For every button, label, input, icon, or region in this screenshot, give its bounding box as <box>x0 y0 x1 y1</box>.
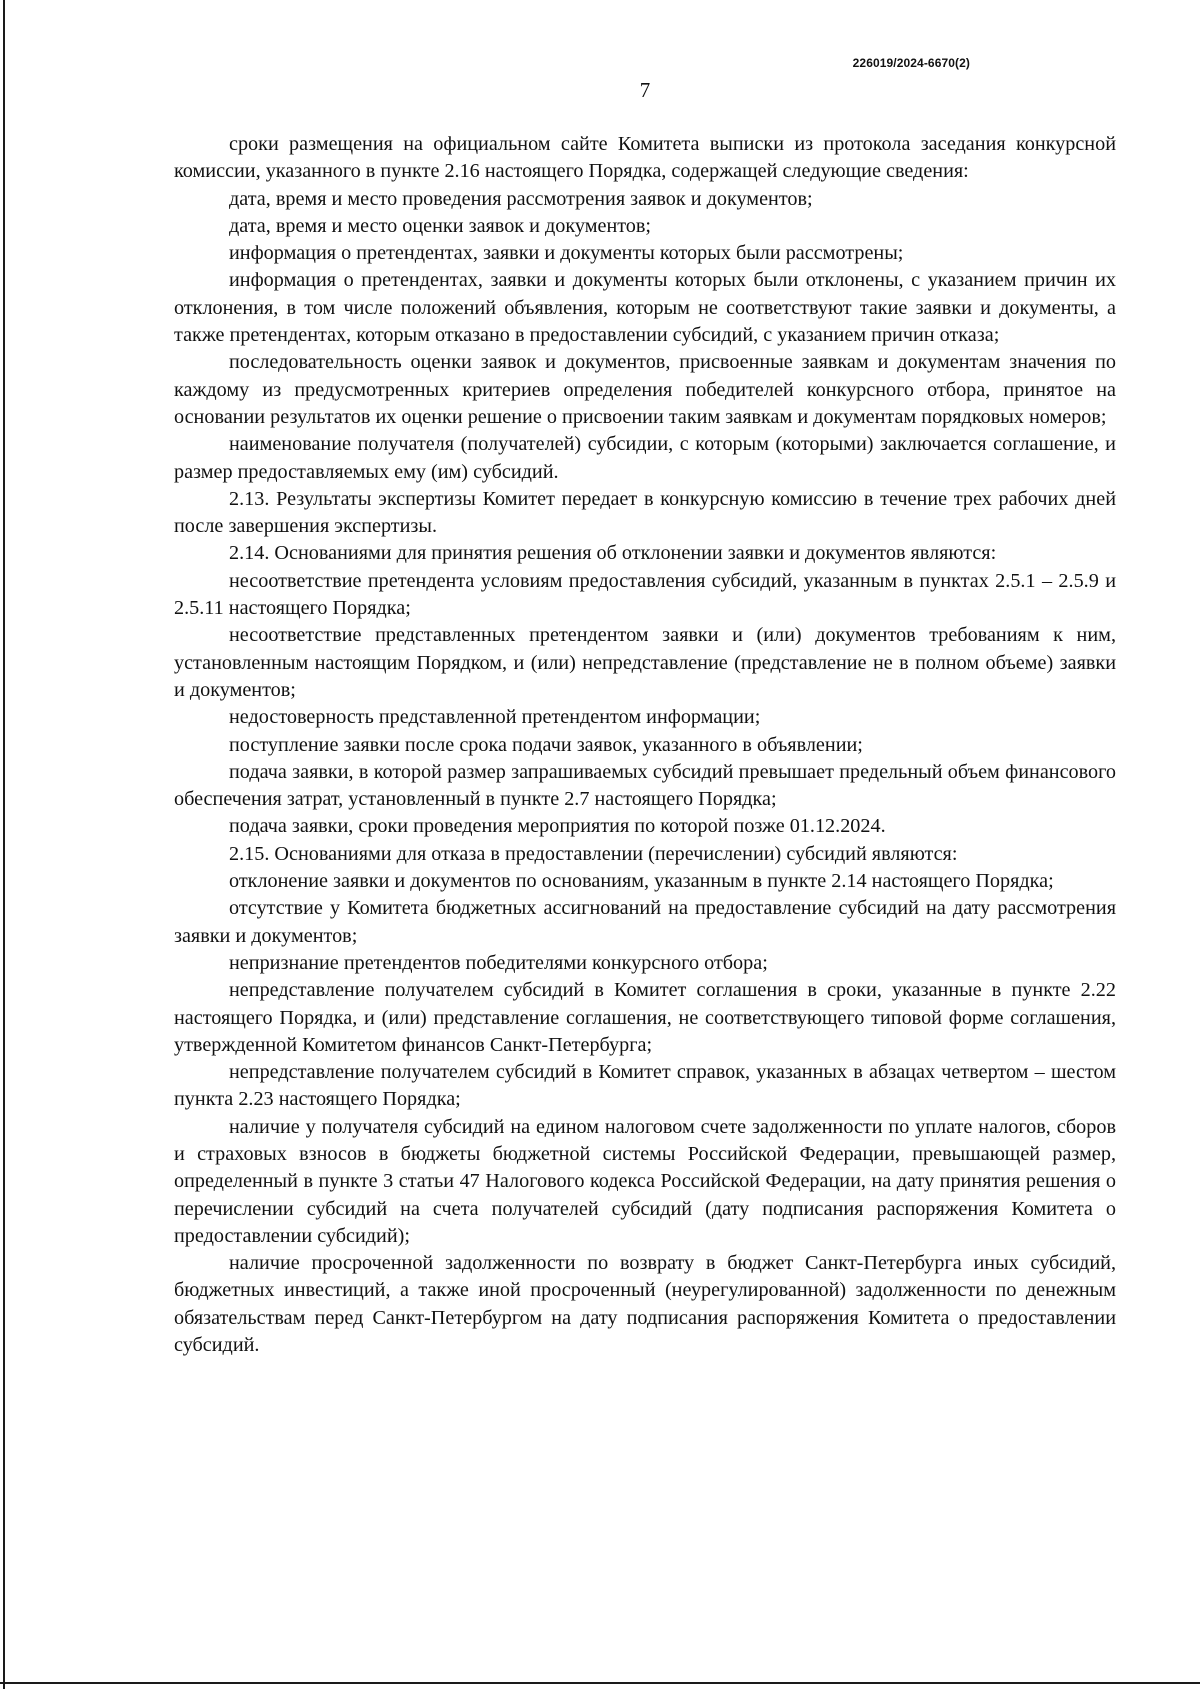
paragraph: отклонение заявки и документов по основаниям, указанным в пункте 2.14 настоящего Порядка; <box>229 870 1054 893</box>
paragraph: наличие просроченной задолженности по возврату в бюджет Санкт-Петербурга иных субсидий, бюджетных инвестиций, а также иной просроченный (неурегулированной) задолженности по денежным обязательствам перед Санкт-Петербургом на дату подписания распоряжения Комитета о предоставлении субсидий. <box>174 1252 1116 1357</box>
paragraph: информация о претендентах, заявки и документы которых были рассмотрены; <box>229 242 904 265</box>
paragraph: дата, время и место оценки заявок и документов; <box>229 214 652 237</box>
page-edge-left <box>3 0 5 1689</box>
paragraph: подача заявки, сроки проведения мероприятия по которой позже 01.12.2024. <box>229 815 886 838</box>
paragraph: подача заявки, в которой размер запрашиваемых субсидий превышает предельный объем финансового обеспечения затрат, установленный в пункте 2.7 настоящего Порядка; <box>174 760 1116 811</box>
paragraph: 2.13. Результаты экспертизы Комитет передает в конкурсную комиссию в течение трех рабочих дней после завершения экспертизы. <box>174 487 1116 538</box>
page-edge-bottom <box>0 1682 1200 1684</box>
paragraph: поступление заявки после срока подачи заявок, указанного в объявлении; <box>229 733 863 756</box>
document-body <box>174 131 1116 1359</box>
page-number: 7 <box>639 78 651 102</box>
paragraph: недостоверность представленной претендентом информации; <box>229 706 761 729</box>
paragraph: наличие у получателя субсидий на едином налоговом счете задолженности по уплате налогов, сборов и страховых взносов в бюджеты бюджетной системы Российской Федерации, превышающей размер, определенный в пункте 3 статьи 47 Налогового кодекса Российской Федерации, на дату принятия решения о перечислении субсидий на счета получателей субсидий (дату подписания распоряжения Комитета о предоставлении субсидий); <box>174 1115 1116 1247</box>
paragraph: отсутствие у Комитета бюджетных ассигнований на предоставление субсидий на дату рассмотрения заявки и документов; <box>174 897 1116 947</box>
paragraph: непредставление получателем субсидий в Комитет соглашения в сроки, указанные в пункте 2.22 настоящего Порядка, и (или) представление соглашения, не соответствующего типовой форме соглашения, утвержденной Комитетом финансов Санкт-Петербурга; <box>174 979 1116 1056</box>
paragraph: дата, время и место проведения рассмотрения заявок и документов; <box>229 187 813 210</box>
paragraph: несоответствие представленных претендентом заявки и (или) документов требованиям к ним, установленным настоящим Порядком, и (или) непредставление (представление не в полном объеме) заявки и документов; <box>174 624 1116 701</box>
paragraph: несоответствие претендента условиям предоставления субсидий, указанным в пунктах 2.5.1 – 2.5.9 и 2.5.11 настоящего Порядка; <box>174 569 1116 620</box>
document-registration-number: 226019/2024-6670(2) <box>852 56 970 70</box>
paragraph: непризнание претендентов победителями конкурсного отбора; <box>229 951 768 974</box>
paragraph: 2.14. Основаниями для принятия решения об отклонении заявки и документов являются: <box>229 542 997 565</box>
paragraph: последовательность оценки заявок и документов, присвоенные заявкам и документам значения по каждому из предусмотренных критериев определения победителей конкурсного отбора, принятое на основании результатов их оценки решение о присвоении таким заявкам и документам порядковых номеров; <box>174 351 1116 428</box>
paragraph: сроки размещения на официальном сайте Комитета выписки из протокола заседания конкурсной комиссии, указанного в пункте 2.16 настоящего Порядка, содержащей следующие сведения: <box>174 133 1116 183</box>
paragraph: 2.15. Основаниями для отказа в предоставлении (перечислении) субсидий являются: <box>229 842 958 865</box>
paragraph: наименование получателя (получателей) субсидии, с которым (которыми) заключается соглашение, и размер предоставляемых ему (им) субсидий. <box>174 433 1116 483</box>
paragraph: информация о претендентах, заявки и документы которых были отклонены, с указанием причин их отклонения, в том числе положений объявления, которым не соответствуют такие заявки и документы, а также претендентах, которым отказано в предоставлении субсидий, с указанием причин отказа; <box>174 269 1116 347</box>
paragraph: непредставление получателем субсидий в Комитет справок, указанных в абзацах четвертом – шестом пункта 2.23 настоящего Порядка; <box>174 1061 1116 1111</box>
